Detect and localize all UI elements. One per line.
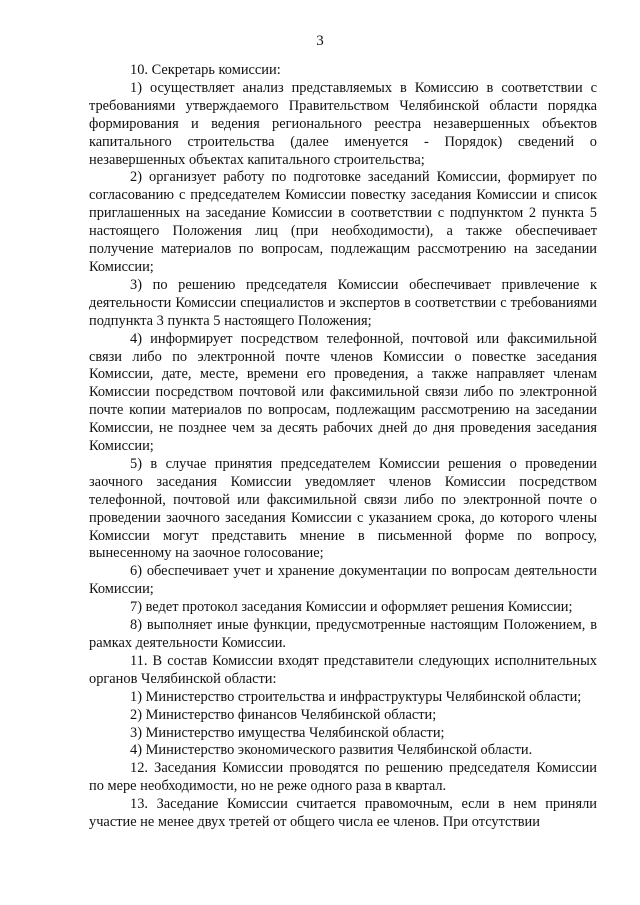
paragraph-item-8: 8) выполняет иные функции, предусмотренные настоящим Положением, в рамках деятельности Комиссии. xyxy=(89,617,597,651)
paragraph-item-7: 7) ведет протокол заседания Комиссии и оформляет решения Комиссии; xyxy=(130,599,573,616)
paragraph-item-1: 1) осуществляет анализ представляемых в Комиссию в соответствии с требованиями утверждаемого Правительством Челябинской области порядка формирования и ведения регионального реестра незавершенных объектов капитального строительства (далее именуется - Порядок) сведений о незавершенных объектах капитального строительства; xyxy=(89,79,597,168)
paragraph-item-6: 6) обеспечивает учет и хранение документации по вопросам деятельности Комиссии; xyxy=(89,563,597,598)
paragraph-item-3: 3) по решению председателя Комиссии обеспечивает привлечение к деятельности Комиссии специалистов и экспертов в соответствии с требованиями подпункта 3 пункта 5 настоящего Положения; xyxy=(89,276,597,329)
paragraph-section-10-heading: 10. Секретарь комиссии: xyxy=(130,62,281,78)
paragraph-item-2: 2) организует работу по подготовке заседаний Комиссии, формирует по согласованию с председателем Комиссии повестку заседания Комиссии и список приглашенных на заседание Комиссии в соответствии с подпунктом 2 пункта 5 настоящего Положения лиц (при необходимости), а также обеспечивает получение материалов по вопросам, подлежащим рассмотрению на заседании Комиссии; xyxy=(89,169,597,275)
paragraph-ministry-1: 1) Министерство строительства и инфраструктуры Челябинской области; xyxy=(130,688,582,705)
page-number: 3 xyxy=(316,33,324,49)
paragraph-section-13: 13. Заседание Комиссии считается правомочным, если в нем приняли участие не менее двух третей от общего числа ее членов. При отсутствии xyxy=(89,796,597,831)
paragraph-ministry-4: 4) Министерство экономического развития Челябинской области. xyxy=(130,742,533,759)
paragraph-section-11: 11. В состав Комиссии входят представители следующих исполнительных органов Челябинской области: xyxy=(89,652,597,687)
paragraph-section-12: 12. Заседания Комиссии проводятся по решению председателя Комиссии по мере необходимости, но не реже одного раза в квартал. xyxy=(89,760,597,795)
paragraph-ministry-2: 2) Министерство финансов Челябинской области; xyxy=(130,706,437,723)
paragraph-item-5: 5) в случае принятия председателем Комиссии решения о проведении заочного заседания Комиссии уведомляет членов Комиссии посредством телефонной, почтовой или факсимильной связи либо по электронной почте о проведении заочного заседания Комиссии с указанием срока, до которого члены Комиссии могут представить мнение в письменной форме по вопросу, вынесенному на заочное голосование; xyxy=(89,455,597,562)
paragraph-ministry-3: 3) Министерство имущества Челябинской области; xyxy=(130,724,445,741)
document-body xyxy=(89,62,597,832)
paragraph-item-4: 4) информирует посредством телефонной, почтовой или факсимильной связи либо по электронной почте членов Комиссии о повестке заседания Комиссии, дате, месте, времени его проведения, а также направляет членам Комиссии посредством почтовой или факсимильной связи либо по электронной почте копии материалов по вопросам, подлежащим рассмотрению на заседании Комиссии, не позднее чем за десять рабочих дней до дня проведения заседания Комиссии; xyxy=(89,330,597,455)
